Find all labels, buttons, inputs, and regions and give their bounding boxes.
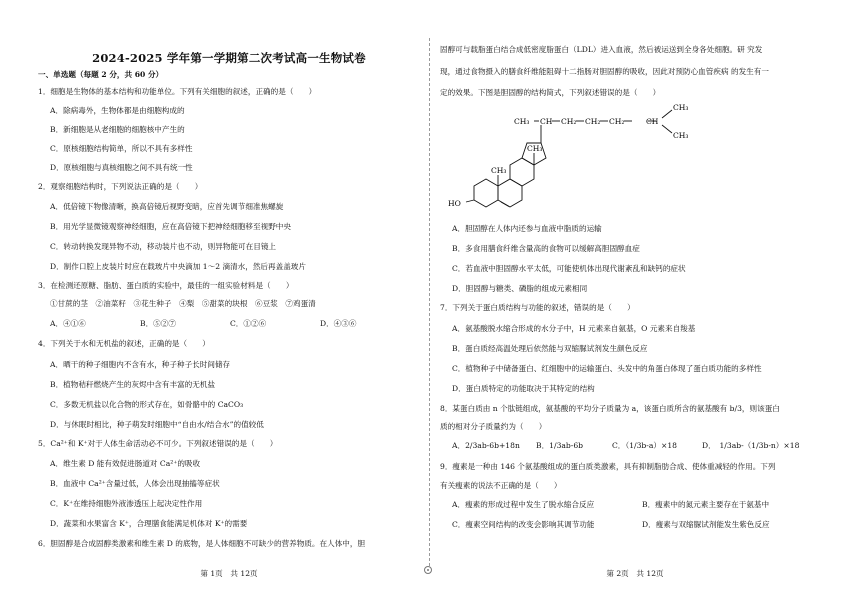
q8-option-d: D． 1/3ab-（1/3b-n）×18 <box>702 441 800 450</box>
q9-stem-line2: 有关瘦素的说法不正确的是（ ） <box>440 481 562 490</box>
q9-option-c: C．瘦素空间结构的改变会影响其调节功能 <box>452 520 595 529</box>
q4-option-b: B．植物秸秆燃烧产生的灰烬中含有丰富的无机盐 <box>50 380 216 389</box>
q7-option-b: B．蛋白质经高温处理后依然能与双缩脲试剂发生颜色反应 <box>452 344 648 353</box>
q6-option-a: A．胆固醇在人体内还参与血液中脂质的运输 <box>452 224 602 233</box>
q7-option-c: C．植物种子中储备蛋白、红细胞中的运输蛋白、头发中的角蛋白体现了蛋白质功能的多样性 <box>452 364 762 373</box>
q8-option-c: C．（1/3b-a）×18 <box>612 441 677 450</box>
q2-stem: 2．观察细胞结构时，下列说法正确的是（ ） <box>38 182 203 191</box>
q1-stem: 1．细胞是生物体的基本结构和功能单位。下列有关细胞的叙述，正确的是（ ） <box>38 87 317 96</box>
q8-stem-line1: 8．某蛋白质由 n 个肽链组成，氨基酸的平均分子质量为 a，该蛋白质所含的氨基酸有 b/3，则该蛋白 <box>440 404 780 413</box>
label-ch2-b: CH₂ <box>585 117 601 126</box>
q8-stem-line2: 质的相对分子质量约为（ ） <box>440 422 547 431</box>
q4-option-c: C．多数无机盐以化合物的形式存在，如骨骼中的 CaCO₃ <box>50 400 244 409</box>
section-heading: 一、单选题（每题 2 分，共 60 分） <box>38 70 164 79</box>
q6-stem-part2: 固醇可与载脂蛋白结合成低密度脂蛋白（LDL）进入血液，然后被运送到全身各处细胞。研 究发 <box>440 45 763 54</box>
q8-option-a: A．2/3ab-6b+18n <box>452 441 520 450</box>
q5-option-c: C．K⁺在维持细胞外液渗透压上起决定性作用 <box>50 499 203 508</box>
page-number-right: 第 2页 共 12页 <box>606 569 664 578</box>
label-ch3-ring-c: CH₃ <box>527 144 543 153</box>
q1-option-d: D．原核细胞与真核细胞之间不具有统一性 <box>50 163 193 172</box>
q2-option-d: D．制作口腔上皮装片时应在载玻片中央滴加 1～2 滴清水，然后再盖盖玻片 <box>50 262 306 271</box>
q3-option-c: C．①②⑥ <box>230 319 267 328</box>
binding-hole-icon <box>424 566 432 574</box>
q4-stem: 4．下列关于水和无机盐的叙述，正确的是（ ） <box>38 339 210 348</box>
q1-option-c: C．原核细胞结构简单，所以不具有多样性 <box>50 144 193 153</box>
label-ch-end: CH <box>646 117 659 126</box>
q9-option-b: B．瘦素中的氮元素主要存在于氨基中 <box>642 500 770 509</box>
q9-option-a: A．瘦素的形成过程中发生了脱水缩合反应 <box>452 500 595 509</box>
q3-stem: 3．在检测还原糖、脂肪、蛋白质的实验中，最佳的一组实验材料是（ ） <box>38 281 294 290</box>
q6-option-b: B．多食用膳食纤维含量高的食物可以缓解高胆固醇血症 <box>452 244 640 253</box>
q2-option-a: A．低倍镜下物像清晰，换高倍镜后视野变暗，应首先调节细准焦螺旋 <box>50 202 284 211</box>
q7-stem: 7．下列关于蛋白质结构与功能的叙述，错误的是（ ） <box>440 303 635 312</box>
q6-option-c: C．若血液中胆固醇水平太低，可能使机体出现代谢紊乱和缺钙的症状 <box>452 264 686 273</box>
label-ch2-a: CH₂ <box>561 117 577 126</box>
q2-option-c: C．转动转换发现异物不动，移动装片也不动，则异物能可在目镜上 <box>50 242 277 251</box>
q1-option-b: B．新细胞是从老细胞的细胞核中产生的 <box>50 125 185 134</box>
label-ch3-bottom: CH₃ <box>673 131 689 140</box>
q1-option-a: A．除病毒外，生物体都是由细胞构成的 <box>50 106 185 115</box>
exam-title: 2024-2025 学年第一学期第二次考试高一生物试卷 <box>92 51 366 65</box>
q3-option-a: A．④①⑥ <box>50 319 86 328</box>
q3-option-d: D．④③⑥ <box>320 319 357 328</box>
q4-option-d: D．与休眠时相比，种子萌发时细胞中“自由水/结合水”的值较低 <box>50 420 264 429</box>
q5-stem: 5．Ca²⁺和 K⁺对于人体生命活动必不可少。下列叙述错误的是（ ） <box>38 439 278 448</box>
q5-option-b: B．血液中 Ca²⁺含量过低，人体会出现抽搐等症状 <box>50 479 220 488</box>
q4-option-a: A．晒干的种子细胞内不含有水，种子种子长时间储存 <box>50 360 231 369</box>
q5-option-d: D．蔬菜和水果富含 K⁺，合理膳食能满足机体对 K⁺的需要 <box>50 519 248 528</box>
label-ho: HO <box>448 199 461 208</box>
q2-option-b: B．用光学显微镜观察神经细胞，应在高倍镜下把神经细胞移至视野中央 <box>50 222 291 231</box>
label-ch3-ring-a: CH₃ <box>491 166 507 175</box>
page-number-left: 第 1页 共 12页 <box>200 569 258 578</box>
label-ch2-c: CH₂ <box>609 117 625 126</box>
label-ch3-top: CH₃ <box>673 103 689 112</box>
q7-option-a: A．氨基酸脱水缩合形成的水分子中，H 元素来自氨基，O 元素来自羧基 <box>452 324 696 333</box>
label-ch: CH <box>540 117 553 126</box>
q5-option-a: A．维生素 D 能有效促进肠道对 Ca²⁺的吸收 <box>50 459 201 468</box>
q3-option-b: B．⑤②⑦ <box>140 319 176 328</box>
cholesterol-structure-diagram <box>440 98 830 220</box>
q9-stem-line1: 9．瘦素是一种由 146 个氨基酸组成的蛋白质类激素，具有抑制脂肪合成、使体重减轻的作用。下列 <box>440 462 776 471</box>
q6-stem-part1: 6．胆固醇是合成固醇类激素和维生素 D 的底物，是人体细胞不可缺少的营养物质。在人体中，胆 <box>38 539 366 548</box>
q6-stem-part4: 定的效果。下图是胆固醇的结构简式，下列叙述错误的是（ ） <box>440 88 661 97</box>
q7-option-d: D．蛋白质特定的功能取决于其特定的结构 <box>452 384 595 393</box>
q9-option-d: D．瘦素与双缩脲试剂能发生紫色反应 <box>642 520 770 529</box>
q6-stem-part3: 现，通过食物摄入的膳食纤维能阻碍十二指肠对胆固醇的吸收，因此对预防心血管疾病 的发生有一 <box>440 67 769 76</box>
column-divider <box>429 38 430 566</box>
q8-option-b: B．1/3ab-6b <box>536 441 584 450</box>
q6-option-d: D．胆固醇与糖类、磷脂的组成元素相同 <box>452 284 588 293</box>
label-ch3-left: CH₃ <box>514 117 530 126</box>
q3-materials: ①甘蔗的茎 ②油菜籽 ③花生种子 ④梨 ⑤甜菜的块根 ⑥豆浆 ⑦鸡蛋清 <box>50 299 316 308</box>
